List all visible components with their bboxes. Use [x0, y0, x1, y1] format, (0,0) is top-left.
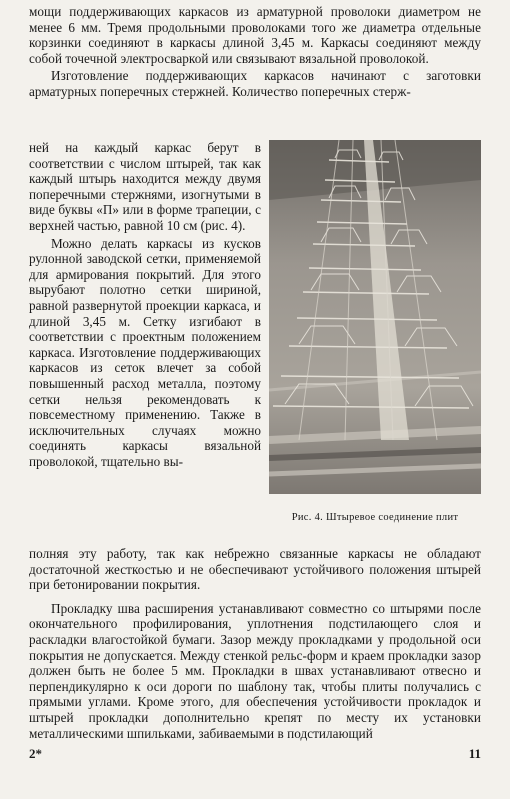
- text-block-top: [29, 4, 481, 100]
- signature-mark: 2*: [29, 746, 42, 761]
- paragraph-3: Можно делать каркасы из кусков рулонной заводской сетки, применяемой для армирования покрытий. Для этого вырубают полотно сетки шириной, равной развернутой проекции каркаса, и длиной 3,45 м. Сетку изгибают в соответствии с проектным положением каркаса. Изготовление поддерживающих каркасов из сеток влечет за собой повышенный расход металла, поэтому сетки нельзя рекомендовать к повсеместному применению. Также в исключительных случаях можно соединять каркасы вязальной проволокой, тщательно вы-: [29, 235, 261, 469]
- paragraph-2-continued: ней на каждый каркас берут в соответствии с числом штырей, так как каждый штырь находится между двумя поперечными стержнями, изогнутыми в виде буквы «П» или в форме трапеции, с верхней частью, равной 10 см (рис. 4).: [29, 140, 261, 233]
- text-column-narrow: [29, 140, 261, 469]
- page-number: 11: [468, 746, 481, 761]
- figure-4: [269, 140, 481, 524]
- text-block-bottom: [29, 546, 481, 741]
- paragraph-3-end: полняя эту работу, так как небрежно связанные каркасы не обладают достаточной жесткостью и не обеспечивают устойчивого положения штырей при бетонировании покрытия.: [29, 546, 481, 593]
- figure-photo: [269, 140, 481, 494]
- paragraph-2-start: Изготовление поддерживающих каркасов начинают с заготовки арматурных поперечных стержней. Количество поперечных стерж-: [29, 68, 481, 99]
- paragraph-top: мощи поддерживающих каркасов из арматурной проволоки диаметром не менее 6 мм. Тремя продольными проволоками того же диаметра отдельные корзинки соединяют в каркасы длиной 3,45 м. Каркасы соединяют между собой точечной электросваркой или связывают вязальной проволокой.: [29, 4, 481, 66]
- figure-caption: Рис. 4. Штыревое соединение плит: [291, 512, 459, 523]
- page-footer: [29, 746, 481, 766]
- paragraph-4: Прокладку шва расширения устанавливают совместно со штырями после окончательного профилирования, уплотнения подстилающего слоя и раскладки влагостойкой бумаги. Зазор между прокладками у продольной оси покрытия не допускается. Между стенкой рельс-форм и краем прокладки зазор должен быть не более 5 мм. Прокладки в швах устанавливают отвесно и перпендикулярно к оси дороги по шаблону так, чтобы плиты получались с прямыми углами. Кроме этого, для обеспечения устойчивости прокладок и штырей прокладки дополнительно крепят по месту их установки металлическими шпильками, забиваемыми в подстилающий: [29, 600, 481, 741]
